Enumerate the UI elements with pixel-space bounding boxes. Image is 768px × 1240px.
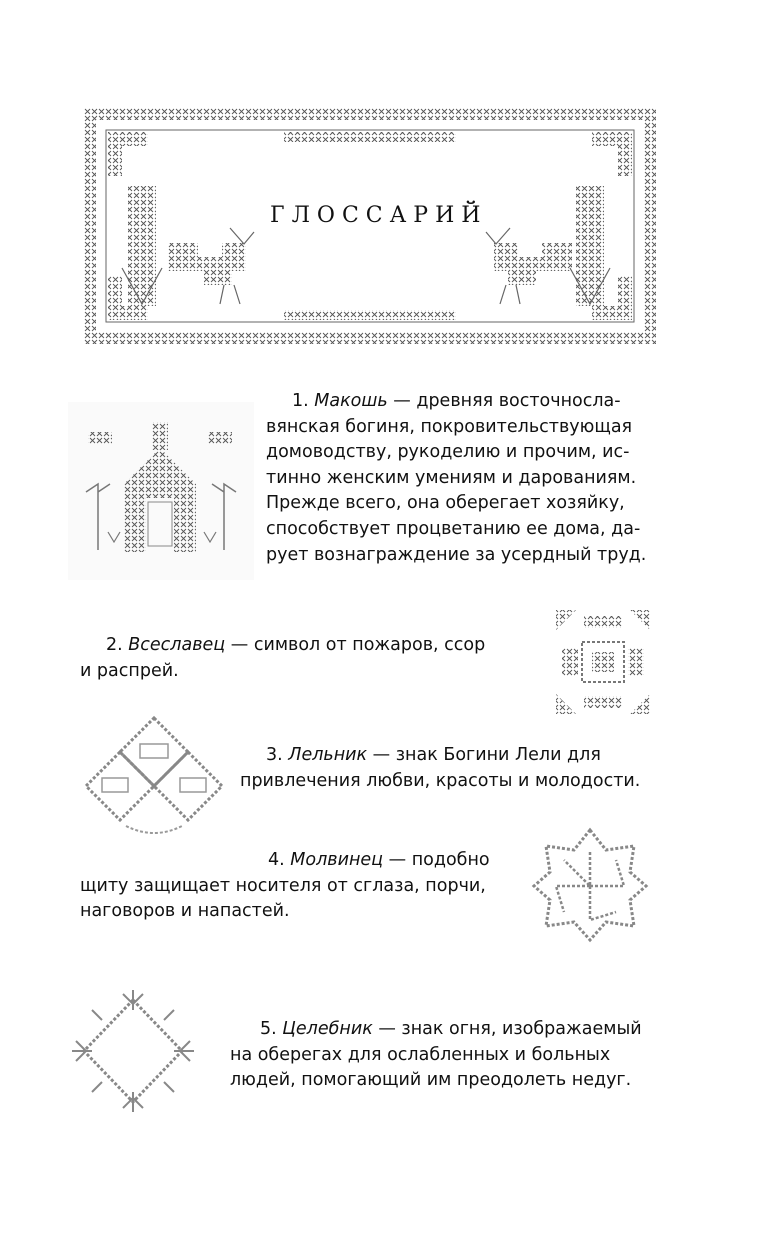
entry-term: Всеславец [128,635,226,655]
glossary-entry-3: 3. Лельник — знак Богини Лели для привлечения любви, красоты и молодости. [240,745,641,791]
entry-term: Молвинец [290,850,384,870]
entry-term: Макошь [314,391,388,411]
glossary-entry-1: 1. Макошь — древняя восточносла- вянская богиня, покровительствующая домоводству, рукоделию и прочим, ис- тинно женским умениям и дарованиям. Прежде всего, она оберегает хозяйку, способствует процветанию ее дома, да- рует вознаграждение за усердный труд. [266,391,647,565]
glossary-entry-5: 5. Целебник — знак огня, изображаемый на оберегах для ослабленных и больных людей, помогающий им преодолеть недуг. [230,1019,642,1091]
vseslavets-ornament-image [552,606,654,718]
entry-term: Лельник [288,745,368,765]
glossary-entry-4: 4. Молвинец — подобно щиту защищает носителя от сглаза, порчи, наговоров и напастей. [80,850,490,922]
glossary-entry-2: 2. Всеславец — символ от пожаров, ссор и распрей. [80,635,486,681]
page-title: ГЛОССАРИЙ [270,203,488,228]
molvinets-ornament-image [530,826,650,944]
entry-term: Целебник [282,1019,373,1039]
tselebnik-ornament-image [68,986,198,1116]
lelnik-ornament-image [80,714,228,844]
makosh-ornament-image [68,402,254,580]
